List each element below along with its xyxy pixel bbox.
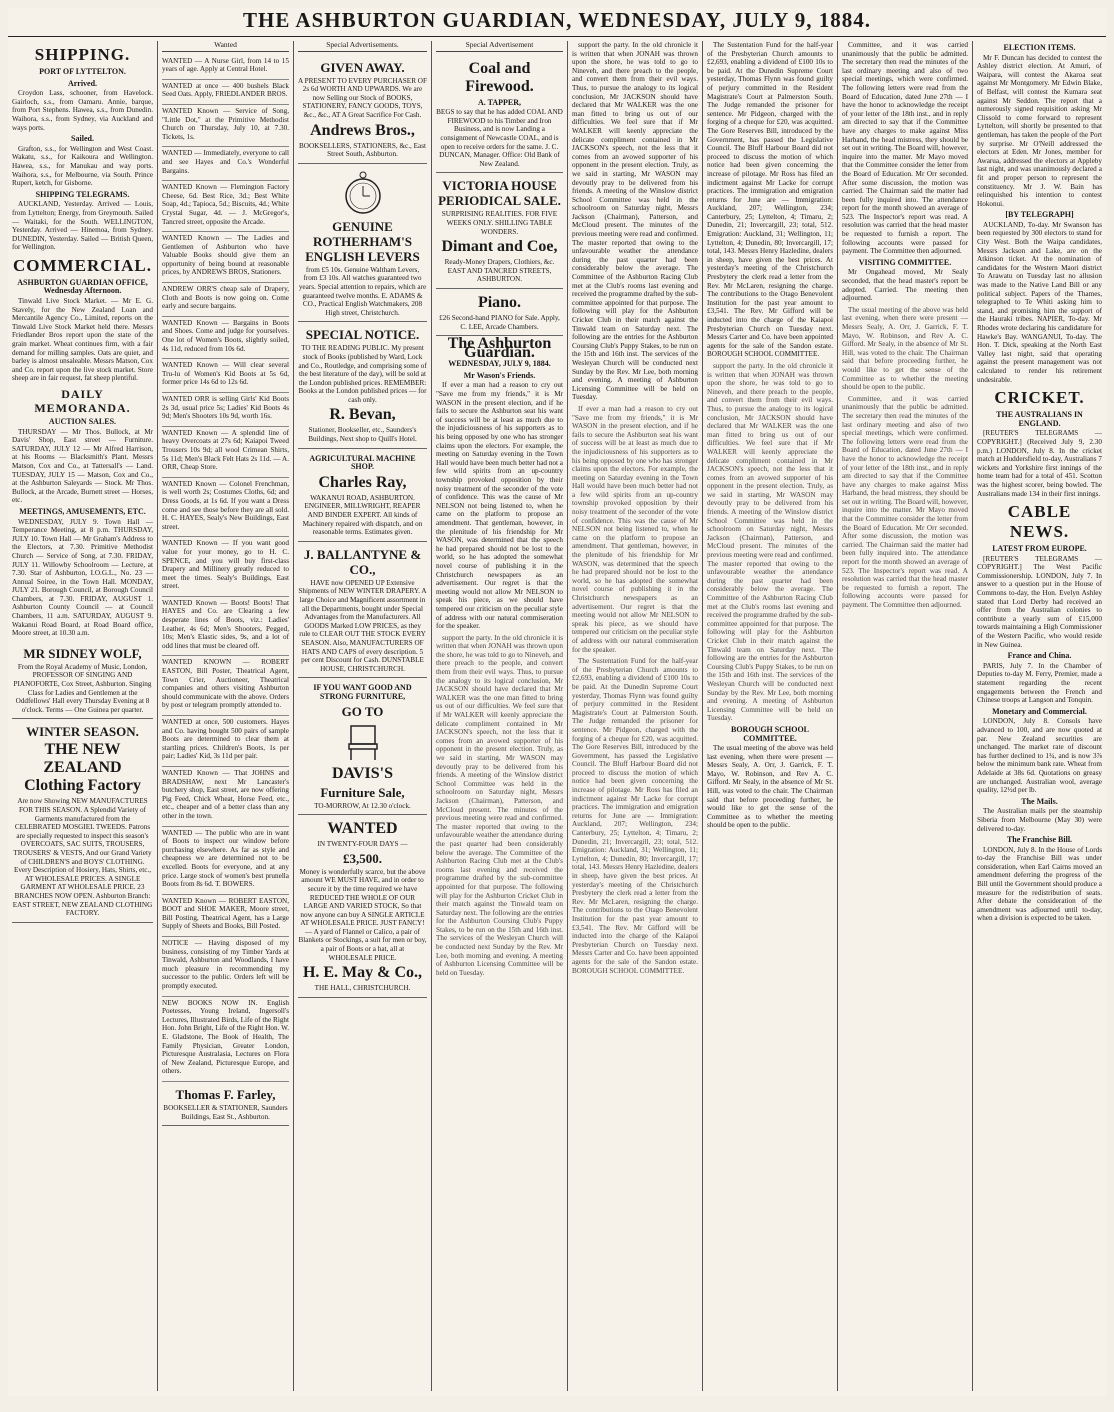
coal-ad [436,55,563,174]
farley-text: BOOKSELLER & STATIONER, Saunders Buildings, East St., Ashburton. [163,1103,288,1121]
wanted-ad-text: WANTED Known — A splendid line of heavy Overcoats at 27s 6d; Kaiapoi Tweed Trousers 10s 9d; all wool Crimean Shirts, 5s 11d; Men's Black Felt Hats 2s 11d. — A. ORR, Cheap Store. [162,428,289,472]
ray-title: Charles Ray, [318,473,407,491]
cable-title: CABLE NEWS. [1007,502,1072,542]
mails-heading: The Mails. [1021,796,1058,806]
wanted-ad [162,656,289,716]
visiting-text: Mr Ongahead moved, Mr Sealy seconded, that the head master's report be adopted. Carried. The meeting then adjourned. [842,268,968,303]
davis-text: TO-MORROW, At 12.30 o'clock. [314,801,411,810]
committee-heading: BOROUGH SCHOOL COMMITTEE. [730,724,809,743]
article-text-5-cont2: The Sustentation Fund for the half-year of the Presbyterian Church amounts to £2,693, enabling a dividend of £100 10s to be paid. At the Dunedin Supreme Court yesterday, Thomas Flynn was found guilty of perjury committed in the Resident Magistrate's Court at Palmerston South. The Judge remanded the prisoner for sentence. Mr Pidgeon, charged with the forging of a cheque for £20, was acquitted. The Gore Reserves Bill, introduced by the Government, has passed the Legislative Council. The Bluff Harbour Board did not proceed to discuss the motion of which notice had been given concerning the increase of pilotage. Mr Ross has filed an indictment against Mr Lacke for corrupt practices. The immigration and emigration returns for June are — Immigration: Auckland, 207; Wellington, 234; Canterbury, 25; Lyttelton, 4; Timaru, 2; Dunedin, 21; Invercargill, 23; total, 512. Emigration: Auckland, 31; Wellington, 11; Lyttelton, 4; Dunedin, 80; Invercargill, 17; total, 143. Messrs Henry Hazledine, dealers in sheep, have given the best prices. At yesterday's meeting of the Christchurch Presbytery the clerk read a letter from the Rev. Mr McLaren, resigning the charge. The contributions to the Otago Benevolent Institution for the past year amount to £3,541. The Rev. Mr Gifford will be inducted into the charge of the Kaiapoi Presbyterian Church on Tuesday next. Messrs Carter and Co. have been appointed agents for the sale of the Sandon estate. BOROUGH SCHOOL COMMITTEE. [572,657,698,975]
column-6 [703,41,838,1391]
election-text: Mr F. Duncan has decided to contest the Ashley district election. At Amuri, of Waipara, will contest the Akaroa seat against Mr Montgomery. Mr Edwin Blake, of Belfast, will contest the Kumara seat against Mr Seddon. The report that a numerously signed requisition asking Mr Clissold to come forward to represent Lyttelton, will shortly be presented to that gentleman, has taken the people of the Port by surprise. Mr O'Neill addressed the electors at Eden. Mr Jones, member for Awarua, addressed the electors at Appleby last night, and was unanimously declared a fit and proper person to represent the constituency. Mr J. W. Bain has relinquished his intention to contest Hokonui. [977,53,1102,208]
wanted-ad [162,478,289,538]
newspaper-page [8,8,1106,1396]
wanted-ad-text: WANTED — A Nurse Girl, from 14 to 15 years of age. Apply at Central Hotel. [162,56,289,74]
wolf-text: From the Royal Academy of Music, London, PROFESSOR OF SINGING AND PIANOFORTE, Cox Street, Ashburton. Singing Class for Ladies and Gentlemen at the Oddfellows' Hall every Thursday Evening at 8 o'clock. Terms — One Guinea per quarter. [13,662,152,714]
memoranda-title: DAILY MEMORANDA. [34,387,131,415]
cricket-sub: THE AUSTRALIANS IN ENGLAND. [996,410,1083,428]
money-text: LONDON, July 8. Consols have advanced to 100, and are now quoted at par. New Zealand securities are unchanged. The market rate of discount has further declined to 1¾, and is now 3⅞ below the minimum bank rate. Wheat from Adelaide at 38s 6d. Quotations on greasy are unchanged. Australian wool, average quality, 12½d per lb. [977,717,1102,795]
article-text-6-cont: support the party. In the old chronicle it is written that when JONAH was thrown upon the shore, he was told to go to Nineveh, and there preach to the people, and convert them from their evil ways. Thus, to pursue the analogy to its logical conclusion, Mr JACKSON should have declared that Mr WALKER was the one man fitted to bring us out of our difficulties. We feel sure that if Mr WALKER will keenly appreciate the delicate compliment contained in Mr JACKSON's speech, not the less that it comes from an avowed supporter of his opponent in the present election. Truly, as we said in starting, Mr WASON may devoutly pray to be delivered from his friends. A meeting of the Winslow district School Committee was held in the schoolroom on Saturday night, Messrs Jackson (Chairman), Patterson, and McCloud present. The minutes of the previous meeting were read and confirmed. The master reported that owing to the unfavourable weather the attendance during the past quarter had been considerably below the average. The Committee of the Ashburton Racing Club met at the Club's rooms last evening and received the programme drafted by the sub-committee appointed for that purpose. The following will play for the Ashburton Cricket Club in their match against the Tinwald team on Saturday next. The following are the entries for the Ashburton Coursing Club's Puppy Stakes, to be run on the 15th and 16th inst. The services of the Wesleyan Church will be conducted next Sunday by the Rev. Mr Lee, both morning and evening. A meeting of Ashburton Licensing Committee will be held on Tuesday. [707,361,833,723]
wanted-ad [162,767,289,827]
given-away-ad [298,55,427,164]
sailed-text: Grafton, s.s., for Wellington and West Coast. Wakatu, s.s., for Kaikoura and Wellington. Hawea, s.s., for Manukau and way ports. Waihora, s.s., for Melbourne, via South. Prince Rupert, ketch, for Gisborne. [12,144,153,188]
piano-text: £26 Second-hand PIANO for Sale. Apply, C. LEE, Arcade Chambers. [439,313,560,331]
tapper-name: A. TAPPER, [477,97,522,107]
goto-text: GO TO [341,703,384,719]
telegrams-text: AUCKLAND, Yesterday. Arrived — Louis, from Lyttelton; Energy, from Greymouth. Sailed — Waitaki, for the South. WELLINGTON, Yesterday. Arrived — Hinemoa, from Sydney. DUNEDIN, Yesterday. Sailed — British Queen, for Wellington. [12,200,153,252]
france-text: PARIS, July 7. In the Chamber of Deputies to-day M. Ferry, Premier, made a statement regarding the recent engagements between the French and Chinese troops at Langson and Tonquin. [977,661,1102,705]
franchise-heading: The Franchise Bill. [1006,835,1073,845]
ballantyne-text: HAVE now OPENED UP Extensive Shipments of NEW WINTER DRAPERY. A large Choice and Magnificent assortment in all the Departments, bought under Special Advantages from the Manufacturers. All GOODS Marked LOW PRICES, as they rule to CLEAR OUT THE STOCK EVERY SEASON. Also, MANUFACTURERS OF HATS AND CAPS of every description. 5 per cent Discount for Cash. DUNSTABLE HOUSE, CHRISTCHURCH. [298,578,427,673]
visiting-heading: VISITING COMMITTEE. [858,257,952,267]
piano-ad [436,289,563,336]
wanted-ad-text: NEW BOOKS NOW IN. English Poetesses, Young Ireland, Ingersoll's Lectures, Illustrated Birds, Life of the Right Hon. John Bright, Life of the Right Hon. W. E. Gladstone, The Book of Health, The Family Physician, Greater London, Picturesque Australasia, Lectures on Flora of New Zealand, Picturesque Europe, and others. [162,998,289,1076]
special-notice-ad [298,322,427,448]
factory-title: THE NEW ZEALAND Clothing Factory [24,741,141,795]
victoria-ad [436,173,563,289]
bevan-title: R. Bevan, [329,406,396,424]
davis-sub: Furniture Sale, [320,784,405,800]
wanted-ad [162,283,289,317]
wanted-ad [162,147,289,181]
wanted-ad-text: WANTED Known — ROBERT EASTON, BOOT and SHOE MAKER, Moore street, Bill Posting, Theatrical Agent, has a Large Supply of Sheets and Books, Bill Posted. [162,896,289,931]
column-7 [838,41,973,1391]
wanted-ad [162,181,289,232]
wanted-ad-text: WANTED Known — The Ladies and Gentlemen of Ashburton who have Valuable Books should give them an opportunity of being bound at reasonable prices, by ANDREWS BROS, Stationers. [162,234,289,277]
masthead: THE ASHBURTON GUARDIAN, WEDNESDAY, JULY 9, 1884. [242,8,871,32]
wanted-ad-text: WANTED Known — Flemington Factory Cheese, 6d. Best Rice, 3d.; Best White Soap, 4d.; Tapioca, 5d.; Biscuits, 4d.; White Crystal Sugar, 4d. — J. McGregor's, Tancred street, opposite the Arcade. [162,183,289,226]
given-title: GIVEN AWAY. [320,59,405,75]
arrived-heading: Arrived. [67,78,98,88]
factory-ad [12,719,153,922]
article-text-4: If ever a man had a reason to cry out "Save me from my friends," it is Mr WASON in the present election, and if he fails to secure the Ashburton seat his want of success will be at least as much due to the injudiciousness of his supporters as to his being opposed by one who has stronger claims upon the electors. For example, the meeting on Saturday evening in the Town Hall would have been much better had not a few wild spirits from an up-country township provoked opposition by their noisy treatment of the seconder of the vote of confidence. This was the cause of Mr NELSON not being listened to, when he came on the platform to propose an amendment. That gentleman, however, in the plenitude of his friendship for Mr WASON, was determined that the speech he had prepared should not be lost to the world, so he has adopted the somewhat novel course of publishing it in the Christchurch newspapers as an advertisement. Our regret is that the meeting would not allow Mr NELSON to speak his piece, as we should have tempered our criticism on the peculiar style of address with our natural commiseration for the speaker. [436,381,563,631]
wanted-ad [162,937,289,997]
wanted-ad [162,997,289,1082]
telegraph-heading: [BY TELEGRAPH] [1005,210,1074,220]
farley-ad [162,1082,289,1126]
guardian-date: WEDNESDAY, JULY 9, 1884. [448,359,551,369]
masthead-rule [8,36,1106,37]
sailed-heading: Sailed. [71,134,94,144]
wanted-ad [162,716,289,767]
arrived-text: Croydon Lass, schooner, from Havelock. Gairloch, s.s., from Oamaru. Annie, barque, from Port Stephens. Hawea, s.s., from Dunedin. Waihora, s.s., from Sydney, via Auckland and ways ports. [12,89,153,132]
ag-title: AGRICULTURAL MACHINE SHOP. [309,453,416,472]
wanted-ad [162,537,289,597]
wanted-ad-text: WANTED Known — Will clear several Tru-lu of Women's Kid Boots at 5s 6d, former price 14s 6d to 12s 6d. [162,361,289,387]
wanted-sub: IN TWENTY-FOUR DAYS — [317,840,408,849]
commercial-text: Tinwald Live Stock Market. — Mr E. G. Stavely, for the New Zealand Loan and Mercantile Agency Co., Limited, reports on the Tinwald Live Stock Market held there. Messrs Friedlander Bros report upon the state of the grain market. Wheat continues firm, with a fair demand for milling samples. Oats are quiet, and barley is almost unsaleable. Messrs Matson, Cox and Co. report upon the live stock market. Store sheep are in fair request, fat sheep plentiful. [12,297,153,383]
winter-title: WINTER SEASON. [26,724,139,740]
wanted-ad-text: WANTED — The public who are in want of Boots to inspect our window before purchasing elsewhere. As far as style and cheapness we are determined not to be excelled. Boots for everyone, and at any price. Large stock of women's best prunella Boots from 8s 6d. T. BOWERS. [162,828,289,889]
column-2 [158,41,294,1391]
wanted-ad-text: NOTICE — Having disposed of my business, consisting of my Timber Yards at Tinwald, Ashburton and Woodlands, I have much pleasure in recommending my successor to the public. Orders left will be promptly executed. [162,939,289,991]
wanted-ad-text: WANTED Known — Boots! Boots! That HAYES and Co. are Clearing a few desperate lines of Boots, viz.: Ladies' Leather, 4s 6d; Men's Shooters, Pegged, 10s; Men's Elastic sides, 9s, and a lot of odd lines that must be cleared off. [162,598,289,650]
wanted-ad [162,317,289,359]
andrews-text: BOOKSELLERS, STATIONERS, &c., East Street South, Ashburton. [298,141,426,159]
committee-text: The usual meeting of the above was held last evening, when there were present — Messrs Sealy, A. Orr, J. Garrick, F. T. Mayo, W. Robinson, and Rev A. C. Gifford. Mr Sealy, in the absence of Mr St. Hill, was voted to the chair. The Chairman said that before proceeding further, he would like to get the sense of the Committee as to whether the meeting should be open to the public. [707,744,833,830]
meetings-heading: MEETINGS, AMUSEMENTS, ETC. [19,506,146,516]
special-notice-title: SPECIAL NOTICE. [305,327,420,343]
wanted-header: Wanted [162,41,289,52]
andrews-title: Andrews Bros., [310,121,415,139]
special-header: Special Advertisements. [298,41,427,52]
factory-text: Are now Showing NEW MANUFACTURES FOR THIS SEASON. A Splendid Variety of Garments manufactured from the CELEBRATED MOSGIEL TWEEDS. Patrons are specially requested to inspect this season's OVERCOATS, SAC SUITS, TROUSERS, TROUSERS' & VESTS, And our Grand Variety of CHILDREN'S and BOYS' CLOTHING. Every Description of Hosiery, Hats, Shirts, etc., AT WHOLESALE PRICES. A SINGLE GARMENT AT WHOLESALE PRICE. 23 BRANCHES NOW OPEN. Ashburton Branch: EAST STREET, NEW ZEALAND CLOTHING FACTORY. [12,797,153,918]
strong-title: IF YOU WANT GOOD AND STRONG FURNITURE, [313,683,412,701]
victoria-title: VICTORIA HOUSE PERIODICAL SALE. [438,178,561,209]
article-text-6: The Sustentation Fund for the half-year of the Presbyterian Church amounts to £2,693, enabling a dividend of £100 10s to be paid. At the Dunedin Supreme Court yesterday, Thomas Flynn was found guilty of perjury committed in the Resident Magistrate's Court at Palmerston South. The Judge remanded the prisoner for sentence. Mr Pidgeon, charged with the forging of a cheque for £20, was acquitted. The Gore Reserves Bill, introduced by the Government, has passed the Legislative Council. The Bluff Harbour Board did not proceed to discuss the motion of which notice had been given concerning the increase of pilotage. Mr Ross has filed an indictment against Mr Lacke for corrupt practices. The immigration and emigration returns for June are — Immigration: Auckland, 207; Wellington, 234; Canterbury, 25; Lyttelton, 4; Timaru, 2; Dunedin, 21; Invercargill, 23; total, 512. Emigration: Auckland, 31; Wellington, 11; Lyttelton, 4; Dunedin, 80; Invercargill, 17; total, 143. Messrs Henry Hazledine, dealers in sheep, have given the best prices. At yesterday's meeting of the Christchurch Presbytery the clerk read a letter from the Rev. Mr McLaren, resigning the charge. The contributions to the Otago Benevolent Institution for the past year amount to £3,541. The Rev. Mr Gifford will be inducted into the charge of the Kaiapoi Presbyterian Church on Tuesday next. Messrs Carter and Co. have been appointed agents for the sale of the Sandon estate. BOROUGH SCHOOL COMMITTEE. [707,41,833,359]
wanted-ad [162,80,289,105]
wanted-ad-text: WANTED Known — That JOHNS and BRADSHAW, next Mr Lancaster's butchery shop, East street, are now offering Pig Feed, Chick Wheat, Horse Feed, etc., etc., cheaper and of a better class than any other in the town. [162,768,289,820]
wolf-title: MR SIDNEY WOLF, [23,645,142,661]
ballantyne-ad [298,542,427,679]
wanted-ad-text: ANDREW ORR'S cheap sale of Drapery, Cloth and Boots is now going on. Come early and secure bargains. [162,285,289,311]
wanted-ad [162,55,289,80]
pocket-watch-icon [343,170,383,216]
wanted-ad-text: WANTED Known — If you want good value for your money, go to H. C. SPENCE, and you will buy first-class Drapery and Millinery greatly reduced to meet the times. Sealy's Buildings, East street. [162,539,289,591]
port-heading: PORT OF LYTTELTON. [39,67,126,76]
wanted-ad-text: WANTED KNOWN — ROBERT EASTON, Bill Poster, Theatrical Agent, Town Crier, Auctioneer, Theatrical companies and others visiting Ashburton should communicate with the above. Orders by post or telegram promptly attended to. [162,658,289,710]
article-text-7: Committee, and it was carried unanimously that the public be admitted. The secretary then read the minutes of the last ordinary meeting and also of two special meetings, which were confirmed. The following letters were read from the Board of Education, dated June 27th — I have the honor to acknowledge the receipt of your letter of the 18th inst., and in reply am directed to say that if the Committee have any charges to make against Miss Harband, the head mistress, they should be set out in writing. The Board will, however, inquire into the matter. Mr Mayo moved that the Committee consider the letter from the Board of Education. Mr Orr seconded. After some discussion, the motion was carried. The Chairman said the matter had been fully inquired into. The attendance report for the month showed an average of 523. The Inspector's report was read. A resolution was carried that the head master be requested to furnish a report. The following accounts were passed for payment. The Committee then adjourned. [842,41,968,256]
wanted-3500-ad [298,815,427,998]
columns [8,41,1106,1391]
cable-text: [REUTER'S TELEGRAMS — COPYRIGHT.] The West Pacific Commissionership. LONDON, July 7. In answer to a question put in the House of Commons to-day, the Hon. Evelyn Ashley stated that Lord Derby had received an offer from the Australian colonies to contribute a yearly sum of £15,000 towards maintaining a High Commissioner of the Western Pacific, who would reside in New Guinea. [977,554,1102,649]
cricket-text: [REUTER'S TELEGRAMS — COPYRIGHT.] (Received July 9, 2.30 p.m.) LONDON, July 8. In the cricket match at Huddersfield to-day, Australians 7 wickets and Yorkshire first innings of the home team had for a total of 451. Scotton was the highest scorer, being bowled. The Australians made 134 in their first innings. [977,429,1102,498]
may-text: THE HALL, CHRISTCHURCH. [314,984,411,993]
wanted-text: Money is wonderfully scarce, but the above amount WE MUST HAVE, and in order to secure it by the time required we have REDUCED THE WHOLE OF OUR LARGE AND VARIED STOCK, So that now anyone can buy A SINGLE ARTICLE AT WHOLESALE PRICE. JUST FANCY! — A yard of Flannel or Calico, a pair of Blankets or Stockings, a suit for men or boy, a pair of Boots or a hat, all at WHOLESALE PRICE. [298,867,427,962]
cable-sub: LATEST FROM EUROPE. [992,544,1087,554]
wanted-ad-text: WANTED ORR is selling Girls' Kid Boots 2s 3d, usual price 5s; Ladies' Kid Boots 4s 9d; Men's Shooters 10s 9d, worth 16s. [162,395,289,421]
ray-ad [298,449,427,542]
commercial-title: COMMERCIAL. [13,255,152,275]
coal-title: Coal and Firewood. [465,59,534,95]
money-heading: Monetary and Commercial. [992,706,1087,716]
wanted-ad-text: WANTED — Immediately, everyone to call and see Hayes and Co.'s Wonderful Bargains. [162,149,289,175]
wanted-ad-text: WANTED Known — Bargains in Boots and Shoes. Come and judge for yourselves. One lot of Women's Boots, slightly soiled, 4s 11d, reduced from 10s 6d. [162,318,289,353]
wanted-title: WANTED [327,820,398,838]
may-title: H. E. May & Co., [302,964,423,982]
wanted-ad [162,597,289,657]
dimant-text: Ready-Money Drapers, Clothiers, &c. EAST AND TANCRED STREETS, ASHBURTON. [444,258,555,284]
wanted-ad [162,393,289,427]
wanted-amount: £3,500. [343,850,382,866]
wanted-ad-text: WANTED at once — 400 bushels Black Seed Oats. Apply, FRIEDLANDER BROS. [162,81,289,99]
farley-title: Thomas F. Farley, [175,1086,276,1102]
bevan-text: Stationer, Bookseller, etc., Saunders's Buildings, Next shop to Quill's Hotel. [308,426,417,444]
wanted-ad [162,427,289,478]
article-text-4-cont: support the party. In the old chronicle it is written that when JONAH was thrown upon the shore, he was told to go to Nineveh, and there preach to the people, and convert them from their evil ways. Thus, to pursue the analogy to its logical conclusion, Mr JACKSON should have declared that Mr WALKER was the one man fitted to bring us out of our difficulties. We feel sure that if Mr WALKER will keenly appreciate the delicate compliment contained in Mr JACKSON's speech, not the less that it comes from an avowed supporter of his opponent in the present election. Truly, as we said in starting, Mr WASON may devoutly pray to be delivered from his friends. A meeting of the Winslow district School Committee was held in the schoolroom on Saturday night, Messrs Jackson (Chairman), Patterson, and McCloud present. The minutes of the previous meeting were read and confirmed. The master reported that owing to the unfavourable weather the attendance during the past quarter had been considerably below the average. The Committee of the Ashburton Racing Club met at the Club's rooms last evening and received the programme drafted by the sub-committee appointed for that purpose. The following will play for the Ashburton Cricket Club in their match against the Tinwald team on Saturday next. The following are the entries for the Ashburton Coursing Club's Puppy Stakes, to be run on the 15th and 16th inst. The services of the Wesleyan Church will be conducted next Sunday by the Rev. Mr Lee, both morning and evening. A meeting of Ashburton Licensing Committee will be held on Tuesday. [436,633,563,977]
genuine-ad [298,164,427,323]
auction-heading: AUCTION SALES. [48,417,117,426]
tapper-text: BEGS to say that he has added COAL AND FIREWOOD to his Timber and Iron Business, and is now Landing a consignment of Newcastle COAL, and is open to receive orders for the same. J. C. DUNCAN, Manager. Office: Old Bank of New Zealand. [436,108,563,168]
wanted-ad [162,895,289,937]
special-header-4: Special Advertisement [436,41,563,52]
wanted-ad-text: WANTED Known — Colonel Frenchman, is well worth 2s; Costumes Cloths, 6d; and Dress Goods, at 1s 6d. If you want a Dress come and see those before they are all sold. H. C. HAYES, Sealy's New Buildings, East street. [162,479,289,531]
given-text: A PRESENT TO EVERY PURCHASER OF 2s 6d WORTH AND UPWARDS. We are now Selling our Stock of BOOKS, STATIONERY, FANCY GOODS, TOYS, &c., &c., AT A Great Sacrifice For Cash. [298,76,427,119]
wanted-ad-text: WANTED at once, 500 customers. Hayes and Co. having bought 500 pairs of sample Boots are determined to clear them at startling prices. Children's Boots, 1s per pair; Ladies' Kid, 3s 11d per pair. [162,718,289,761]
meetings-text: WEDNESDAY, JULY 9. Town Hall — Temperance Meeting, at 8 p.m. THURSDAY, JULY 10. Town Hall — Mr Graham's Address to the Electors, at 7.30. Primitive Methodist Church — Service of Song, at 7.30. FRIDAY, JULY 11. Willowby Schoolroom — Lecture, at 7.30. Star of Ashburton, I.O.G.L., No. 23 — Annual Soiree, in the Town Hall. MONDAY, JULY 21. Borough Council, at Borough Council Chambers, at 7.30. FRIDAY, AUGUST 1. Ashburton County Council — at Council Chambers, 11 a.m. SATURDAY, AUGUST 9. Wakanui Road Board, at Road Board office, Moore street, at 10.30 a.m. [12,517,153,638]
election-heading: ELECTION ITEMS. [1003,43,1076,52]
column-4 [432,41,568,1391]
wanted-ad [162,105,289,147]
wanted-list [162,55,289,1082]
article-text-5-cont: If ever a man had a reason to cry out "Save me from my friends," it is Mr WASON in the present election, and if he fails to secure the Ashburton seat his want of success will be at least as much due to the injudiciousness of his supporters as to his being opposed by one who has stronger claims upon the electors. For example, the meeting on Saturday evening in the Town Hall would have been much better had not a few wild spirits from an up-country township provoked opposition by their noisy treatment of the seconder of the vote of confidence. This was the cause of Mr NELSON not being listened to, when he came on the platform to propose an amendment. That gentleman, however, in the plenitude of his friendship for Mr WASON, was determined that the speech he had prepared should not be lost to the world, so he has adopted the somewhat novel course of publishing it in the Christchurch newspapers as an advertisement. Our regret is that the meeting would not allow Mr NELSON to speak his piece, as we should have tempered our criticism on the peculiar style of address with our natural commiseration for the speaker. [572,404,698,654]
wanted-ad [162,232,289,283]
genuine-text: from £5 10s. Genuine Waltham Levers, from £3 10s. All watches guaranteed two years. Special attention to repairs, which are guaranteed twelve months. E. ADAMS & CO., Practical English Watchmakers, 208 High street, Christchurch. [298,265,427,317]
commercial-sub: ASHBURTON GUARDIAN OFFICE, Wednesday Afternoon. [17,277,148,296]
dimant-title: Dimant and Coe, [441,238,558,256]
wanted-ad [162,827,289,895]
ballantyne-title: J. BALLANTYNE & CO., [303,546,422,577]
genuine-title: GENUINE ROTHERHAM'S ENGLISH LEVERS [305,218,420,264]
guardian-title: The Ashburton Guardian. [447,335,552,361]
telegraph-text: AUCKLAND, To-day. Mr Swanson has been requested by 300 electors to stand for City West. Both the Waipa candidates, Messrs Jackson and Lake, are on the Atkinson ticket. At the nomination of candidates for the Western Maori district To Arawatu on Tuesday last no allusion was made to the Native Land Bill or any political subject. Papers of the Thames, telegraphed to Te Whiti asking him to stand, and promising him the support of the Hauraki tribes. NAPIER, To-day. Mr Rhodes wrote declaring his candidature for Hawke's Bay. WANGANUI, To-day. The Hon. T. Dick, speaking at the North East Valley last night, said that operating against the present management was not calculated to render his retirement undesirable. [977,220,1102,384]
auction-text: THURSDAY — Mr Thos. Bullock, at Mr Davis' Shop, East street — Furniture. SATURDAY, JULY 12 — Mr Alfred Harrison, at his Rooms — Blacksmith's Plant. Messrs Matson, Cox and Co., at Tattersall's — Land. TUESDAY, JULY 15 — Matson, Cox and Co., at the Ashburton Saleyards — Stock. Mr Thos. Bullock, at the Arcade, Burnett street — Horses, etc. [12,427,153,505]
telegrams-heading: SHIPPING TELEGRAMS. [35,189,130,199]
column-8 [973,41,1106,1391]
davis-ad [298,678,427,815]
shipping-title: SHIPPING. [34,45,131,64]
victoria-text: SURPRISING REALITIES. FOR FIVE WEEKS ONLY. SHILLING TABLE WONDERS. [441,210,558,236]
mails-text: The Australian mails per the steamship Siberia from Melbourne (May 30) were delivered to-day. [977,807,1102,833]
chair-icon [341,722,385,762]
column-5 [568,41,703,1391]
special-notice-text: TO THE READING PUBLIC. My present stock of Books (published by Ward, Lock and Co., Routledge, and comprising some of the best literature of the day), will be sold at the London published prices. REMEMBER: Books at the London published prices — for cash only. [298,344,427,404]
article-text-7-cont: The usual meeting of the above was held last evening, when there were present — Messrs Sealy, A. Orr, J. Garrick, F. T. Mayo, W. Robinson, and Rev A. C. Gifford. Mr Sealy, in the absence of Mr St. Hill, was voted to the chair. The Chairman said that before proceeding further, he would like to get the sense of the Committee as to whether the meeting should be open to the public. [842,305,968,392]
column-3 [294,41,432,1391]
france-heading: France and China. [1007,651,1072,661]
wanted-ad [162,359,289,393]
article-heading: Mr Wason's Friends. [463,370,536,380]
cricket-title: CRICKET. [994,388,1085,408]
franchise-text: LONDON, July 8. In the House of Lords to-day the Franchise Bill was under consideration, when Earl Cairns moved an amendment deferring the progress of the Bill until the Government should produce a measure for the redistribution of seats. After debate the consideration of the amendment was adjourned until to-day, when a division is expected to be taken. [977,845,1102,923]
column-1 [8,41,158,1391]
davis-title: DAVIS'S [331,764,394,782]
article-text-5: support the party. In the old chronicle it is written that when JONAH was thrown upon the shore, he was told to go to Nineveh, and there preach to the people, and convert them from their evil ways. Thus, to pursue the analogy to its logical conclusion, Mr JACKSON should have declared that Mr WALKER was the one man fitted to bring us out of our difficulties. We feel sure that if Mr WALKER will keenly appreciate the delicate compliment contained in Mr JACKSON's speech, not the less that it comes from an avowed supporter of his opponent in the present election. Truly, as we said in starting, Mr WASON may devoutly pray to be delivered from his friends. A meeting of the Winslow district School Committee was held in the schoolroom on Saturday night, Messrs Jackson (Chairman), Patterson, and McCloud present. The minutes of the previous meeting were read and confirmed. The master reported that owing to the unfavourable weather the attendance during the past quarter had been considerably below the average. The Committee of the Ashburton Racing Club met at the Club's rooms last evening and received the programme drafted by the sub-committee appointed for that purpose. The following will play for the Ashburton Cricket Club in their match against the Tinwald team on Saturday next. The following are the entries for the Ashburton Coursing Club's Puppy Stakes, to be run on the 15th and 16th inst. The services of the Wesleyan Church will be conducted next Sunday by the Rev. Mr Lee, both morning and evening. A meeting of Ashburton Licensing Committee will be held on Tuesday. [572,41,698,402]
wanted-ad-text: WANTED Known — Service of Song, "Little Dot," at the Primitive Methodist Church on Thursday, July 10, at 7.30. Tickets, 1s. [162,106,289,141]
ray-text: WAKANUI ROAD, ASHBURTON. ENGINEER, MILLWRIGHT, REAPER AND BINDER EXPERT. All kinds of Machinery repaired with dispatch, and on reasonable terms. Estimates given. [302,493,423,537]
article-text-7-cont2: Committee, and it was carried unanimously that the public be admitted. The secretary then read the minutes of the last ordinary meeting and also of two special meetings, which were confirmed. The following letters were read from the Board of Education, dated June 27th — I have the honor to acknowledge the receipt of your letter of the 18th inst., and in reply am directed to say that if the Committee have any charges to make against Miss Harband, the head mistress, they should be set out in writing. The Board will, however, inquire into the matter. Mr Mayo moved that the Committee consider the letter from the Board of Education. Mr Orr seconded. After some discussion, the motion was carried. The Chairman said the matter had been fully inquired into. The attendance report for the month showed an average of 523. The Inspector's report was read. A resolution was carried that the head master be requested to furnish a report. The following accounts were passed for payment. The Committee then adjourned. [842,394,968,609]
wolf-ad [12,641,153,720]
piano-title: Piano. [477,293,522,311]
